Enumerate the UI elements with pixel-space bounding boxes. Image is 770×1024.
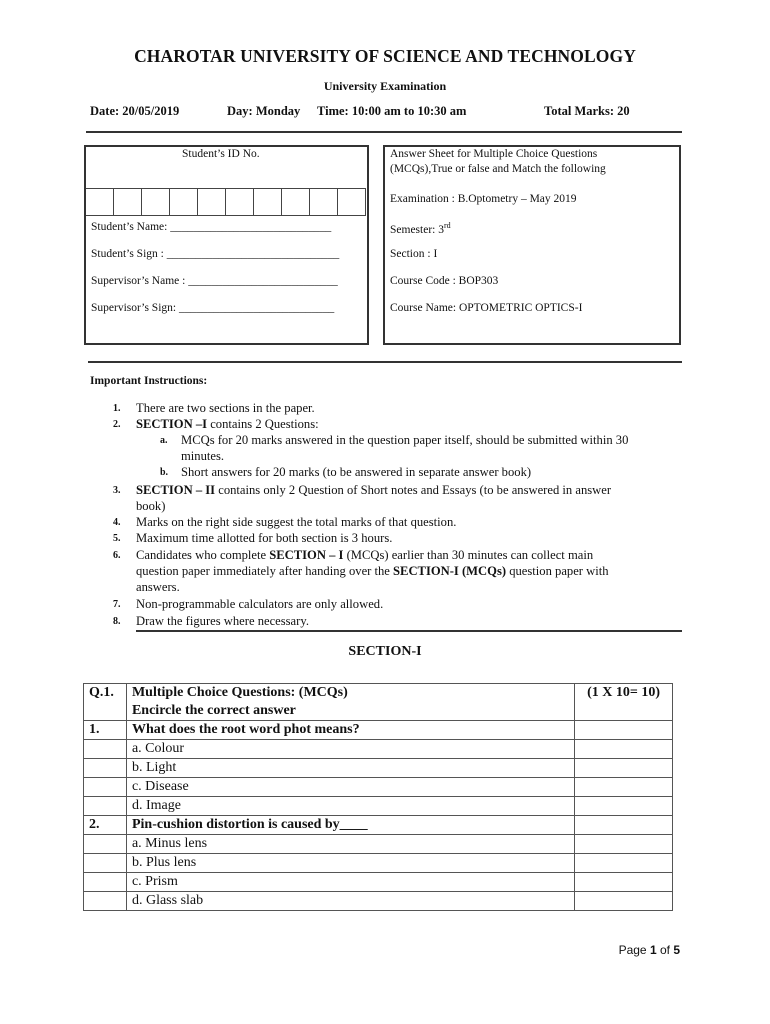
answer-option[interactable]: a. Colour xyxy=(126,740,574,759)
answer-sheet-line2: (MCQs),True or false and Match the following xyxy=(390,163,606,175)
instr-num: 3. xyxy=(113,485,121,496)
instr-num: 4. xyxy=(113,517,121,528)
answer-option[interactable]: d. Glass slab xyxy=(126,892,574,911)
student-sign-field[interactable]: Student’s Sign : ______________________________ xyxy=(91,248,340,260)
instruction-3-cont: book) xyxy=(136,499,166,513)
instruction-1: There are two sections in the paper. xyxy=(136,401,315,415)
instruction-4: Marks on the right side suggest the total marks of that question. xyxy=(136,515,457,529)
exam-type: University Examination xyxy=(323,79,447,93)
section-divider xyxy=(136,630,682,632)
table-row xyxy=(84,873,673,892)
instructions-heading: Important Instructions: xyxy=(90,375,208,387)
answer-option[interactable]: b. Light xyxy=(126,759,574,778)
answer-option[interactable]: c. Prism xyxy=(126,873,574,892)
instruction-2b: Short answers for 20 marks (to be answered in separate answer book) xyxy=(181,465,532,479)
answer-option[interactable]: d. Image xyxy=(126,797,574,816)
answer-sheet-line1: Answer Sheet for Multiple Choice Questions xyxy=(390,148,598,160)
answer-option[interactable]: c. Disease xyxy=(126,778,574,797)
semester-suffix: rd xyxy=(443,221,451,230)
supervisor-sign-field[interactable]: Supervisor’s Sign: ___________________________ xyxy=(91,302,335,314)
table-row xyxy=(84,816,673,835)
instructions-divider xyxy=(88,361,682,363)
answer-option[interactable]: a. Minus lens xyxy=(126,835,574,854)
total-marks: Total Marks: 20 xyxy=(544,104,630,118)
instr-num: a. xyxy=(160,435,168,446)
examination-name: Examination : B.Optometry – May 2019 xyxy=(390,193,577,205)
student-info-box xyxy=(84,145,369,345)
header-divider xyxy=(86,131,682,133)
university-title: CHAROTAR UNIVERSITY OF SCIENCE AND TECHNOLOGY xyxy=(134,46,636,66)
instr-num: 6. xyxy=(113,550,121,561)
instruction-5: Maximum time allotted for both section is 3 hours. xyxy=(136,531,393,545)
student-id-cells[interactable] xyxy=(86,188,366,216)
instr-num: 2. xyxy=(113,419,121,430)
instr-num: 5. xyxy=(113,533,121,544)
instr-num: 8. xyxy=(113,616,121,627)
instruction-6-cont2: answers. xyxy=(136,580,180,594)
instruction-2: SECTION –I contains 2 Questions: xyxy=(136,417,319,431)
mcq-table xyxy=(83,683,673,911)
course-code: Course Code : BOP303 xyxy=(390,275,499,287)
instruction-6-cont: question paper immediately after handing over the SECTION-I (MCQs) question paper with xyxy=(136,564,609,578)
question-label: Q.1. xyxy=(84,684,127,721)
instr-num: 7. xyxy=(113,599,121,610)
question-text: What does the root word phot means? xyxy=(126,721,574,740)
table-row xyxy=(84,740,673,759)
table-row xyxy=(84,797,673,816)
instruction-3: SECTION – II contains only 2 Question of Short notes and Essays (to be answered in answer xyxy=(136,483,612,497)
student-name-field[interactable]: Student’s Name: ____________________________ xyxy=(91,221,332,233)
supervisor-name-field[interactable]: Supervisor’s Name : __________________________ xyxy=(91,275,338,287)
question-number: 2. xyxy=(84,816,127,835)
instruction-8: Draw the figures where necessary. xyxy=(136,614,309,628)
section-title: SECTION-I xyxy=(348,644,422,659)
page-number: Page 1 of 5 xyxy=(618,943,680,957)
instruction-6: Candidates who complete SECTION – I (MCQs) earlier than 30 minutes can collect main xyxy=(136,548,594,562)
section-label: Section : I xyxy=(390,248,438,260)
exam-date: Date: 20/05/2019 xyxy=(90,104,180,118)
question-text: Pin-cushion distortion is caused by____ xyxy=(126,816,574,835)
student-id-label: Student’s ID No. xyxy=(182,148,260,160)
table-row xyxy=(84,892,673,911)
semester-text: Semester: 3 xyxy=(390,223,444,236)
table-row xyxy=(84,835,673,854)
exam-info-box xyxy=(383,145,681,345)
table-row xyxy=(84,854,673,873)
instruction-7: Non-programmable calculators are only allowed. xyxy=(136,597,384,611)
question-number: 1. xyxy=(84,721,127,740)
semester xyxy=(390,221,451,236)
instruction-2a: MCQs for 20 marks answered in the question paper itself, should be submitted within 30 xyxy=(181,433,629,447)
instr-num: b. xyxy=(160,467,169,478)
marks-label: (1 X 10= 10) xyxy=(575,684,673,721)
table-row xyxy=(84,778,673,797)
table-row xyxy=(84,684,673,721)
exam-time: Time: 10:00 am to 10:30 am xyxy=(317,104,467,118)
instruction-2a-cont: minutes. xyxy=(181,449,225,463)
table-row xyxy=(84,721,673,740)
course-name: Course Name: OPTOMETRIC OPTICS-I xyxy=(390,302,583,314)
question-title: Multiple Choice Questions: (MCQs) Encircle the correct answer xyxy=(126,684,574,721)
instr-num: 1. xyxy=(113,403,121,414)
exam-day: Day: Monday xyxy=(227,104,301,118)
table-row xyxy=(84,759,673,778)
answer-option[interactable]: b. Plus lens xyxy=(126,854,574,873)
